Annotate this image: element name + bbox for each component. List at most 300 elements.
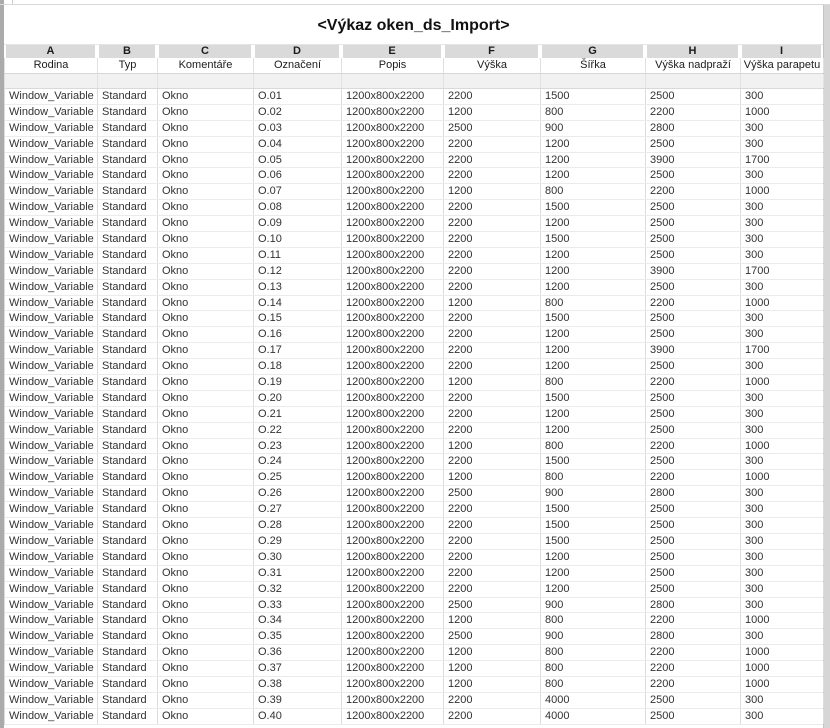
cell-vyska-nadprazi[interactable]: 2500 <box>646 137 741 152</box>
cell-popis[interactable]: 1200x800x2200 <box>342 200 444 215</box>
cell-oznaceni[interactable]: O.04 <box>254 137 342 152</box>
cell-oznaceni[interactable]: O.05 <box>254 153 342 168</box>
cell-vyska-parapetu[interactable]: 1000 <box>741 184 824 199</box>
cell-vyska-nadprazi[interactable]: 2500 <box>646 693 741 708</box>
cell-popis[interactable]: 1200x800x2200 <box>342 375 444 390</box>
cell-typ[interactable]: Standard <box>98 598 158 613</box>
cell-oznaceni[interactable]: O.11 <box>254 248 342 263</box>
cell-komentare[interactable]: Okno <box>158 343 254 358</box>
cell-rodina[interactable]: Window_Variable <box>5 184 98 199</box>
cell-oznaceni[interactable]: O.30 <box>254 550 342 565</box>
cell-vyska[interactable]: 1200 <box>444 439 541 454</box>
cell-vyska[interactable]: 2200 <box>444 359 541 374</box>
cell-popis[interactable]: 1200x800x2200 <box>342 168 444 183</box>
cell-vyska-nadprazi[interactable]: 2500 <box>646 502 741 517</box>
cell-sirka[interactable]: 900 <box>541 629 646 644</box>
cell-typ[interactable]: Standard <box>98 407 158 422</box>
cell-vyska-nadprazi[interactable]: 2500 <box>646 582 741 597</box>
cell-oznaceni[interactable]: O.26 <box>254 486 342 501</box>
cell-popis[interactable]: 1200x800x2200 <box>342 661 444 676</box>
cell-vyska[interactable]: 2200 <box>444 248 541 263</box>
cell-typ[interactable]: Standard <box>98 327 158 342</box>
cell-typ[interactable]: Standard <box>98 121 158 136</box>
cell-vyska-parapetu[interactable]: 1000 <box>741 613 824 628</box>
table-row[interactable] <box>5 598 823 614</box>
cell-komentare[interactable]: Okno <box>158 264 254 279</box>
cell-vyska-parapetu[interactable]: 1000 <box>741 375 824 390</box>
cell-typ[interactable]: Standard <box>98 629 158 644</box>
cell-oznaceni[interactable]: O.06 <box>254 168 342 183</box>
cell-rodina[interactable]: Window_Variable <box>5 709 98 724</box>
cell-vyska-nadprazi[interactable]: 2800 <box>646 629 741 644</box>
cell-vyska-parapetu[interactable]: 300 <box>741 693 824 708</box>
cell-vyska[interactable]: 1200 <box>444 105 541 120</box>
cell-popis[interactable]: 1200x800x2200 <box>342 153 444 168</box>
cell-vyska-nadprazi[interactable]: 2500 <box>646 311 741 326</box>
cell-vyska-nadprazi[interactable]: 2200 <box>646 677 741 692</box>
cell-rodina[interactable]: Window_Variable <box>5 216 98 231</box>
cell-vyska-nadprazi[interactable]: 2500 <box>646 359 741 374</box>
column-header-vyska[interactable]: Výška <box>444 58 541 73</box>
cell-popis[interactable]: 1200x800x2200 <box>342 391 444 406</box>
cell-oznaceni[interactable]: O.34 <box>254 613 342 628</box>
table-row[interactable] <box>5 137 823 153</box>
cell-oznaceni[interactable]: O.33 <box>254 598 342 613</box>
table-row[interactable] <box>5 200 823 216</box>
cell-popis[interactable]: 1200x800x2200 <box>342 423 444 438</box>
cell-komentare[interactable]: Okno <box>158 534 254 549</box>
cell-vyska[interactable]: 2200 <box>444 232 541 247</box>
cell-rodina[interactable]: Window_Variable <box>5 311 98 326</box>
cell-vyska-parapetu[interactable]: 300 <box>741 709 824 724</box>
column-header-vyska-parapetu[interactable]: Výška parapetu <box>741 58 824 73</box>
cell-vyska-parapetu[interactable]: 300 <box>741 582 824 597</box>
cell-komentare[interactable]: Okno <box>158 613 254 628</box>
cell-vyska-parapetu[interactable]: 1000 <box>741 439 824 454</box>
cell-komentare[interactable]: Okno <box>158 311 254 326</box>
cell-oznaceni[interactable]: O.27 <box>254 502 342 517</box>
cell-komentare[interactable]: Okno <box>158 216 254 231</box>
cell-sirka[interactable]: 1200 <box>541 359 646 374</box>
table-row[interactable] <box>5 470 823 486</box>
column-letter-b[interactable]: B <box>97 45 157 58</box>
cell-vyska-parapetu[interactable]: 1700 <box>741 343 824 358</box>
cell-vyska[interactable]: 1200 <box>444 613 541 628</box>
cell-popis[interactable]: 1200x800x2200 <box>342 550 444 565</box>
cell-oznaceni[interactable]: O.12 <box>254 264 342 279</box>
cell-komentare[interactable]: Okno <box>158 280 254 295</box>
cell-komentare[interactable]: Okno <box>158 486 254 501</box>
cell-typ[interactable]: Standard <box>98 311 158 326</box>
table-row[interactable] <box>5 264 823 280</box>
cell-vyska[interactable]: 2500 <box>444 598 541 613</box>
cell-typ[interactable]: Standard <box>98 566 158 581</box>
cell-rodina[interactable]: Window_Variable <box>5 550 98 565</box>
cell-vyska[interactable]: 2200 <box>444 327 541 342</box>
cell-vyska[interactable]: 2500 <box>444 121 541 136</box>
cell-vyska-parapetu[interactable]: 300 <box>741 168 824 183</box>
cell-oznaceni[interactable]: O.28 <box>254 518 342 533</box>
cell-vyska-parapetu[interactable]: 300 <box>741 550 824 565</box>
cell-vyska-parapetu[interactable]: 300 <box>741 200 824 215</box>
cell-vyska[interactable]: 2200 <box>444 407 541 422</box>
table-row[interactable] <box>5 613 823 629</box>
cell-vyska[interactable]: 2200 <box>444 216 541 231</box>
table-row[interactable] <box>5 454 823 470</box>
cell-sirka[interactable]: 1500 <box>541 311 646 326</box>
cell-rodina[interactable]: Window_Variable <box>5 407 98 422</box>
cell-komentare[interactable]: Okno <box>158 137 254 152</box>
cell-vyska[interactable]: 2200 <box>444 264 541 279</box>
cell-oznaceni[interactable]: O.38 <box>254 677 342 692</box>
cell-oznaceni[interactable]: O.37 <box>254 661 342 676</box>
cell-komentare[interactable]: Okno <box>158 709 254 724</box>
cell-vyska-nadprazi[interactable]: 2500 <box>646 89 741 104</box>
cell-vyska-nadprazi[interactable]: 2200 <box>646 439 741 454</box>
cell-vyska-nadprazi[interactable]: 2200 <box>646 470 741 485</box>
cell-rodina[interactable]: Window_Variable <box>5 153 98 168</box>
table-row[interactable] <box>5 359 823 375</box>
table-row[interactable] <box>5 327 823 343</box>
cell-vyska[interactable]: 2200 <box>444 423 541 438</box>
cell-komentare[interactable]: Okno <box>158 629 254 644</box>
table-row[interactable] <box>5 709 823 725</box>
cell-vyska[interactable]: 2200 <box>444 89 541 104</box>
cell-komentare[interactable]: Okno <box>158 470 254 485</box>
cell-komentare[interactable]: Okno <box>158 454 254 469</box>
table-row[interactable] <box>5 343 823 359</box>
cell-vyska-parapetu[interactable]: 300 <box>741 598 824 613</box>
column-header-popis[interactable]: Popis <box>342 58 444 73</box>
cell-vyska[interactable]: 2200 <box>444 550 541 565</box>
cell-typ[interactable]: Standard <box>98 534 158 549</box>
table-row[interactable] <box>5 248 823 264</box>
cell-vyska-parapetu[interactable]: 300 <box>741 137 824 152</box>
cell-popis[interactable]: 1200x800x2200 <box>342 248 444 263</box>
cell-popis[interactable]: 1200x800x2200 <box>342 216 444 231</box>
cell-popis[interactable]: 1200x800x2200 <box>342 137 444 152</box>
cell-oznaceni[interactable]: O.17 <box>254 343 342 358</box>
cell-sirka[interactable]: 1500 <box>541 534 646 549</box>
cell-komentare[interactable]: Okno <box>158 645 254 660</box>
cell-vyska-parapetu[interactable]: 300 <box>741 407 824 422</box>
cell-sirka[interactable]: 1500 <box>541 502 646 517</box>
cell-vyska[interactable]: 2200 <box>444 502 541 517</box>
cell-vyska[interactable]: 1200 <box>444 184 541 199</box>
table-row[interactable] <box>5 566 823 582</box>
cell-sirka[interactable]: 1200 <box>541 216 646 231</box>
cell-vyska-nadprazi[interactable]: 2500 <box>646 423 741 438</box>
cell-sirka[interactable]: 800 <box>541 296 646 311</box>
cell-vyska[interactable]: 2200 <box>444 137 541 152</box>
cell-vyska-nadprazi[interactable]: 2500 <box>646 566 741 581</box>
table-row[interactable] <box>5 486 823 502</box>
cell-sirka[interactable]: 1200 <box>541 280 646 295</box>
cell-popis[interactable]: 1200x800x2200 <box>342 454 444 469</box>
cell-vyska-nadprazi[interactable]: 2800 <box>646 121 741 136</box>
cell-popis[interactable]: 1200x800x2200 <box>342 121 444 136</box>
table-row[interactable] <box>5 518 823 534</box>
column-letter-e[interactable]: E <box>341 45 443 58</box>
cell-typ[interactable]: Standard <box>98 486 158 501</box>
cell-vyska[interactable]: 2200 <box>444 280 541 295</box>
cell-vyska[interactable]: 1200 <box>444 470 541 485</box>
cell-oznaceni[interactable]: O.23 <box>254 439 342 454</box>
cell-vyska[interactable]: 2500 <box>444 629 541 644</box>
cell-sirka[interactable]: 1200 <box>541 582 646 597</box>
cell-rodina[interactable]: Window_Variable <box>5 137 98 152</box>
cell-popis[interactable]: 1200x800x2200 <box>342 89 444 104</box>
cell-typ[interactable]: Standard <box>98 153 158 168</box>
cell-sirka[interactable]: 1200 <box>541 407 646 422</box>
cell-vyska[interactable]: 1200 <box>444 296 541 311</box>
cell-vyska[interactable]: 2200 <box>444 566 541 581</box>
column-letter-h[interactable]: H <box>645 45 740 58</box>
cell-vyska-parapetu[interactable]: 300 <box>741 566 824 581</box>
cell-oznaceni[interactable]: O.01 <box>254 89 342 104</box>
cell-vyska-nadprazi[interactable]: 2500 <box>646 327 741 342</box>
cell-vyska-nadprazi[interactable]: 2500 <box>646 550 741 565</box>
cell-oznaceni[interactable]: O.24 <box>254 454 342 469</box>
cell-typ[interactable]: Standard <box>98 518 158 533</box>
cell-sirka[interactable]: 1200 <box>541 137 646 152</box>
cell-vyska[interactable]: 1200 <box>444 661 541 676</box>
cell-sirka[interactable]: 900 <box>541 598 646 613</box>
cell-komentare[interactable]: Okno <box>158 200 254 215</box>
cell-typ[interactable]: Standard <box>98 168 158 183</box>
cell-komentare[interactable]: Okno <box>158 502 254 517</box>
cell-vyska-nadprazi[interactable]: 2200 <box>646 613 741 628</box>
cell-popis[interactable]: 1200x800x2200 <box>342 280 444 295</box>
cell-typ[interactable]: Standard <box>98 470 158 485</box>
cell-typ[interactable]: Standard <box>98 582 158 597</box>
cell-popis[interactable]: 1200x800x2200 <box>342 296 444 311</box>
cell-sirka[interactable]: 1200 <box>541 168 646 183</box>
cell-vyska-parapetu[interactable]: 1000 <box>741 645 824 660</box>
cell-vyska[interactable]: 2200 <box>444 168 541 183</box>
cell-rodina[interactable]: Window_Variable <box>5 629 98 644</box>
cell-popis[interactable]: 1200x800x2200 <box>342 598 444 613</box>
cell-vyska-nadprazi[interactable]: 2200 <box>646 296 741 311</box>
cell-vyska-parapetu[interactable]: 300 <box>741 486 824 501</box>
cell-oznaceni[interactable]: O.40 <box>254 709 342 724</box>
cell-popis[interactable]: 1200x800x2200 <box>342 359 444 374</box>
cell-oznaceni[interactable]: O.22 <box>254 423 342 438</box>
cell-sirka[interactable]: 800 <box>541 105 646 120</box>
cell-vyska[interactable]: 2200 <box>444 582 541 597</box>
column-letter-a[interactable]: A <box>4 45 97 58</box>
cell-komentare[interactable]: Okno <box>158 677 254 692</box>
cell-vyska-parapetu[interactable]: 300 <box>741 89 824 104</box>
cell-rodina[interactable]: Window_Variable <box>5 359 98 374</box>
cell-sirka[interactable]: 1500 <box>541 391 646 406</box>
cell-vyska-nadprazi[interactable]: 2500 <box>646 280 741 295</box>
cell-typ[interactable]: Standard <box>98 454 158 469</box>
cell-rodina[interactable]: Window_Variable <box>5 534 98 549</box>
cell-komentare[interactable]: Okno <box>158 296 254 311</box>
cell-rodina[interactable]: Window_Variable <box>5 486 98 501</box>
cell-typ[interactable]: Standard <box>98 709 158 724</box>
cell-sirka[interactable]: 800 <box>541 470 646 485</box>
cell-sirka[interactable]: 800 <box>541 184 646 199</box>
cell-komentare[interactable]: Okno <box>158 550 254 565</box>
cell-rodina[interactable]: Window_Variable <box>5 232 98 247</box>
table-row[interactable] <box>5 661 823 677</box>
table-row[interactable] <box>5 153 823 169</box>
cell-sirka[interactable]: 1500 <box>541 518 646 533</box>
cell-vyska-parapetu[interactable]: 1700 <box>741 264 824 279</box>
cell-rodina[interactable]: Window_Variable <box>5 518 98 533</box>
cell-komentare[interactable]: Okno <box>158 153 254 168</box>
cell-vyska[interactable]: 2200 <box>444 454 541 469</box>
cell-vyska-parapetu[interactable]: 300 <box>741 518 824 533</box>
cell-komentare[interactable]: Okno <box>158 375 254 390</box>
cell-oznaceni[interactable]: O.29 <box>254 534 342 549</box>
cell-rodina[interactable]: Window_Variable <box>5 327 98 342</box>
column-header-oznaceni[interactable]: Označení <box>254 58 342 73</box>
cell-rodina[interactable]: Window_Variable <box>5 502 98 517</box>
cell-popis[interactable]: 1200x800x2200 <box>342 613 444 628</box>
cell-vyska-nadprazi[interactable]: 2500 <box>646 534 741 549</box>
column-letter-d[interactable]: D <box>253 45 341 58</box>
cell-vyska-nadprazi[interactable]: 2500 <box>646 216 741 231</box>
cell-vyska-parapetu[interactable]: 1000 <box>741 105 824 120</box>
cell-rodina[interactable]: Window_Variable <box>5 566 98 581</box>
cell-oznaceni[interactable]: O.10 <box>254 232 342 247</box>
cell-oznaceni[interactable]: O.09 <box>254 216 342 231</box>
cell-vyska-parapetu[interactable]: 1700 <box>741 153 824 168</box>
cell-vyska[interactable]: 2200 <box>444 391 541 406</box>
cell-oznaceni[interactable]: O.07 <box>254 184 342 199</box>
cell-vyska-parapetu[interactable]: 300 <box>741 391 824 406</box>
cell-vyska-parapetu[interactable]: 300 <box>741 248 824 263</box>
cell-vyska-parapetu[interactable]: 300 <box>741 327 824 342</box>
cell-vyska-parapetu[interactable]: 300 <box>741 534 824 549</box>
cell-typ[interactable]: Standard <box>98 613 158 628</box>
cell-popis[interactable]: 1200x800x2200 <box>342 486 444 501</box>
cell-oznaceni[interactable]: O.39 <box>254 693 342 708</box>
cell-vyska-nadprazi[interactable]: 3900 <box>646 153 741 168</box>
cell-rodina[interactable]: Window_Variable <box>5 454 98 469</box>
cell-popis[interactable]: 1200x800x2200 <box>342 470 444 485</box>
cell-vyska-parapetu[interactable]: 300 <box>741 280 824 295</box>
cell-typ[interactable]: Standard <box>98 677 158 692</box>
cell-typ[interactable]: Standard <box>98 359 158 374</box>
table-row[interactable] <box>5 407 823 423</box>
cell-typ[interactable]: Standard <box>98 502 158 517</box>
cell-vyska-nadprazi[interactable]: 2800 <box>646 598 741 613</box>
cell-oznaceni[interactable]: O.36 <box>254 645 342 660</box>
column-header-sirka[interactable]: Šířka <box>541 58 646 73</box>
column-letter-g[interactable]: G <box>540 45 645 58</box>
column-header-typ[interactable]: Typ <box>98 58 158 73</box>
cell-popis[interactable]: 1200x800x2200 <box>342 677 444 692</box>
cell-popis[interactable]: 1200x800x2200 <box>342 439 444 454</box>
cell-typ[interactable]: Standard <box>98 661 158 676</box>
cell-vyska-parapetu[interactable]: 300 <box>741 629 824 644</box>
cell-sirka[interactable]: 1500 <box>541 200 646 215</box>
cell-popis[interactable]: 1200x800x2200 <box>342 582 444 597</box>
table-row[interactable] <box>5 693 823 709</box>
cell-sirka[interactable]: 1500 <box>541 454 646 469</box>
cell-komentare[interactable]: Okno <box>158 168 254 183</box>
cell-vyska[interactable]: 2200 <box>444 311 541 326</box>
cell-rodina[interactable]: Window_Variable <box>5 168 98 183</box>
cell-oznaceni[interactable]: O.35 <box>254 629 342 644</box>
cell-komentare[interactable]: Okno <box>158 423 254 438</box>
table-row[interactable] <box>5 629 823 645</box>
column-header-vyska-nadprazi[interactable]: Výška nadpraží <box>646 58 741 73</box>
cell-popis[interactable]: 1200x800x2200 <box>342 534 444 549</box>
cell-vyska-nadprazi[interactable]: 2500 <box>646 454 741 469</box>
cell-vyska-parapetu[interactable]: 300 <box>741 216 824 231</box>
cell-typ[interactable]: Standard <box>98 216 158 231</box>
table-row[interactable] <box>5 391 823 407</box>
cell-komentare[interactable]: Okno <box>158 566 254 581</box>
cell-oznaceni[interactable]: O.19 <box>254 375 342 390</box>
schedule-title[interactable]: <Výkaz oken_ds_Import> <box>317 17 510 34</box>
cell-sirka[interactable]: 4000 <box>541 693 646 708</box>
cell-vyska-nadprazi[interactable]: 3900 <box>646 343 741 358</box>
cell-popis[interactable]: 1200x800x2200 <box>342 709 444 724</box>
cell-oznaceni[interactable]: O.08 <box>254 200 342 215</box>
cell-typ[interactable]: Standard <box>98 105 158 120</box>
cell-typ[interactable]: Standard <box>98 439 158 454</box>
cell-vyska-nadprazi[interactable]: 2500 <box>646 391 741 406</box>
table-row[interactable] <box>5 423 823 439</box>
cell-oznaceni[interactable]: O.18 <box>254 359 342 374</box>
cell-vyska-parapetu[interactable]: 1000 <box>741 296 824 311</box>
cell-komentare[interactable]: Okno <box>158 518 254 533</box>
cell-vyska-parapetu[interactable]: 300 <box>741 232 824 247</box>
cell-vyska-nadprazi[interactable]: 2200 <box>646 375 741 390</box>
cell-typ[interactable]: Standard <box>98 343 158 358</box>
cell-typ[interactable]: Standard <box>98 423 158 438</box>
table-row[interactable] <box>5 280 823 296</box>
cell-vyska[interactable]: 2200 <box>444 343 541 358</box>
cell-rodina[interactable]: Window_Variable <box>5 439 98 454</box>
cell-komentare[interactable]: Okno <box>158 89 254 104</box>
cell-vyska-parapetu[interactable]: 300 <box>741 502 824 517</box>
table-row[interactable] <box>5 216 823 232</box>
cell-komentare[interactable]: Okno <box>158 327 254 342</box>
cell-typ[interactable]: Standard <box>98 280 158 295</box>
cell-sirka[interactable]: 1200 <box>541 343 646 358</box>
cell-vyska[interactable]: 2200 <box>444 709 541 724</box>
table-row[interactable] <box>5 677 823 693</box>
table-row[interactable] <box>5 645 823 661</box>
cell-komentare[interactable]: Okno <box>158 232 254 247</box>
cell-rodina[interactable]: Window_Variable <box>5 343 98 358</box>
cell-vyska-nadprazi[interactable]: 2500 <box>646 518 741 533</box>
cell-rodina[interactable]: Window_Variable <box>5 89 98 104</box>
cell-rodina[interactable]: Window_Variable <box>5 200 98 215</box>
cell-vyska[interactable]: 2200 <box>444 518 541 533</box>
table-row[interactable] <box>5 89 823 105</box>
cell-oznaceni[interactable]: O.15 <box>254 311 342 326</box>
cell-vyska-nadprazi[interactable]: 2200 <box>646 105 741 120</box>
cell-sirka[interactable]: 1500 <box>541 89 646 104</box>
cell-popis[interactable]: 1200x800x2200 <box>342 566 444 581</box>
cell-typ[interactable]: Standard <box>98 693 158 708</box>
cell-komentare[interactable]: Okno <box>158 582 254 597</box>
cell-sirka[interactable]: 1200 <box>541 566 646 581</box>
cell-vyska-nadprazi[interactable]: 2200 <box>646 645 741 660</box>
table-row[interactable] <box>5 439 823 455</box>
column-letter-f[interactable]: F <box>443 45 540 58</box>
cell-rodina[interactable]: Window_Variable <box>5 645 98 660</box>
cell-popis[interactable]: 1200x800x2200 <box>342 629 444 644</box>
